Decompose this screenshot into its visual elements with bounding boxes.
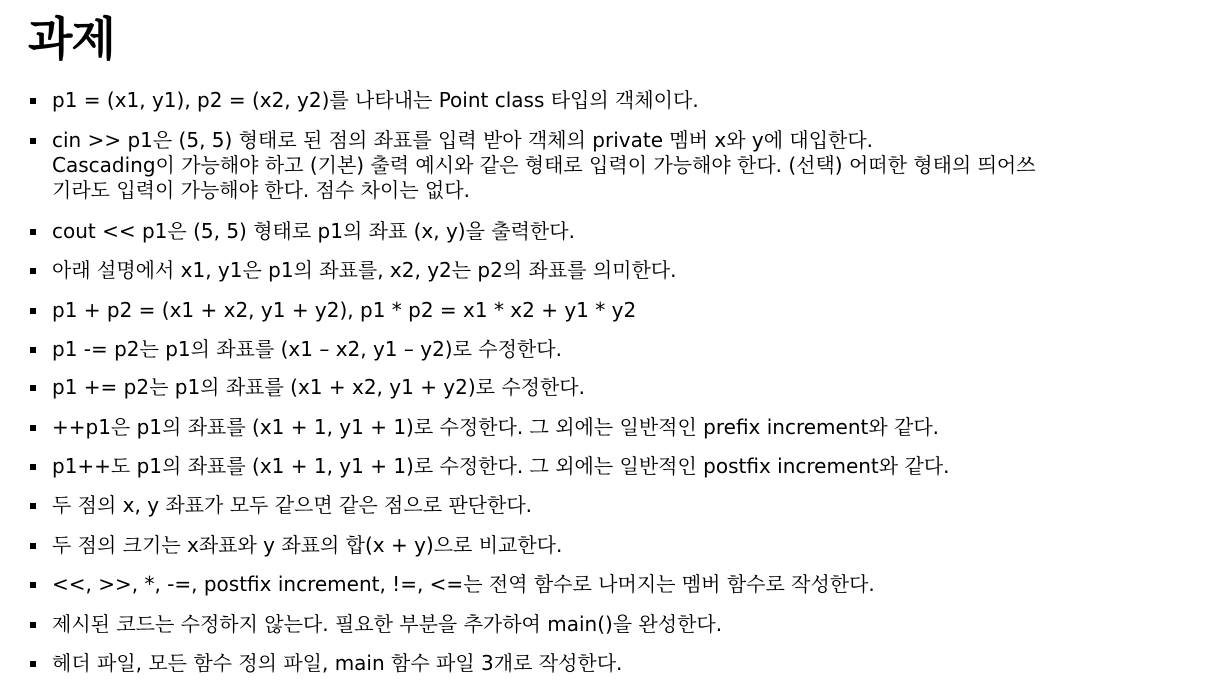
bullet-item-notation bbox=[52, 258, 1206, 283]
bullet-text: 두 점의 크기는 x좌표와 y 좌표의 합(x + y)으로 비교한다. bbox=[52, 533, 563, 557]
bullet-item-given-code bbox=[52, 612, 1206, 637]
bullet-text: 두 점의 x, y 좌표가 모두 같으면 같은 점으로 판단한다. bbox=[52, 493, 533, 517]
bullet-item-cout-output bbox=[52, 219, 1206, 244]
bullet-item-plus-multiply bbox=[52, 298, 1206, 323]
bullet-item-comparison bbox=[52, 533, 1206, 558]
bullet-text-continued: 기라도 입력이 가능해야 한다. 점수 차이는 없다. bbox=[52, 178, 470, 202]
bullet-text: cin >> p1은 (5, 5) 형태로 된 점의 좌표를 입력 받아 객체의 private 멤버 x와 y에 대입한다. bbox=[52, 128, 874, 152]
slide-title: 과제 bbox=[28, 12, 115, 66]
square-bullet-icon bbox=[30, 385, 36, 391]
bullet-text: p1 -= p2는 p1의 좌표를 (x1 – x2, y1 – y2)로 수정한다. bbox=[52, 337, 562, 361]
bullet-item-plus-assign bbox=[52, 375, 1206, 400]
square-bullet-icon bbox=[30, 622, 36, 628]
bullet-text: 헤더 파일, 모든 함수 정의 파일, main 함수 파일 3개로 작성한다. bbox=[52, 651, 623, 675]
bullet-text: p1 += p2는 p1의 좌표를 (x1 + x2, y1 + y2)로 수정한다. bbox=[52, 375, 585, 399]
bullet-text: <<, >>, *, -=, postfix increment, !=, <=는 전역 함수로 나머지는 멤버 함수로 작성한다. bbox=[52, 572, 875, 596]
square-bullet-icon bbox=[30, 308, 36, 314]
square-bullet-icon bbox=[30, 661, 36, 667]
square-bullet-icon bbox=[30, 229, 36, 235]
bullet-item-postfix-increment bbox=[52, 454, 1206, 479]
bullet-text: p1 = (x1, y1), p2 = (x2, y2)를 나타내는 Point class 타입의 객체이다. bbox=[52, 88, 699, 112]
bullet-text: cout << p1은 (5, 5) 형태로 p1의 좌표 (x, y)을 출력한다. bbox=[52, 219, 575, 243]
bullet-text: ++p1은 p1의 좌표를 (x1 + 1, y1 + 1)로 수정한다. 그 외에는 일반적인 prefix increment와 같다. bbox=[52, 415, 940, 439]
square-bullet-icon bbox=[30, 425, 36, 431]
bullet-text: 제시된 코드는 수정하지 않는다. 필요한 부분을 추가하여 main()을 완성한다. bbox=[52, 612, 723, 636]
square-bullet-icon bbox=[30, 464, 36, 470]
square-bullet-icon bbox=[30, 347, 36, 353]
bullet-item-files bbox=[52, 651, 1206, 676]
bullet-item-equality bbox=[52, 493, 1206, 518]
square-bullet-icon bbox=[30, 138, 36, 144]
square-bullet-icon bbox=[30, 582, 36, 588]
bullet-text: 아래 설명에서 x1, y1은 p1의 좌표를, x2, y2는 p2의 좌표를 의미한다. bbox=[52, 258, 677, 282]
bullet-text-continued: Cascading이 가능해야 하고 (기본) 출력 예시와 같은 형태로 입력이 가능해야 한다. (선택) 어떠한 형태의 띄어쓰 bbox=[52, 153, 1036, 177]
bullet-item-prefix-increment bbox=[52, 415, 1206, 440]
bullet-item-global-functions bbox=[52, 572, 1206, 597]
bullet-text: p1 + p2 = (x1 + x2, y1 + y2), p1 * p2 = x1 * x2 + y1 * y2 bbox=[52, 298, 637, 322]
bullet-item-minus-assign bbox=[52, 337, 1206, 362]
square-bullet-icon bbox=[30, 503, 36, 509]
bullet-text: p1++도 p1의 좌표를 (x1 + 1, y1 + 1)로 수정한다. 그 외에는 일반적인 postfix increment와 같다. bbox=[52, 454, 950, 478]
bullet-item-point-class bbox=[52, 88, 1206, 113]
square-bullet-icon bbox=[30, 268, 36, 274]
square-bullet-icon bbox=[30, 98, 36, 104]
square-bullet-icon bbox=[30, 543, 36, 549]
bullet-item-cin-input bbox=[52, 128, 1206, 203]
